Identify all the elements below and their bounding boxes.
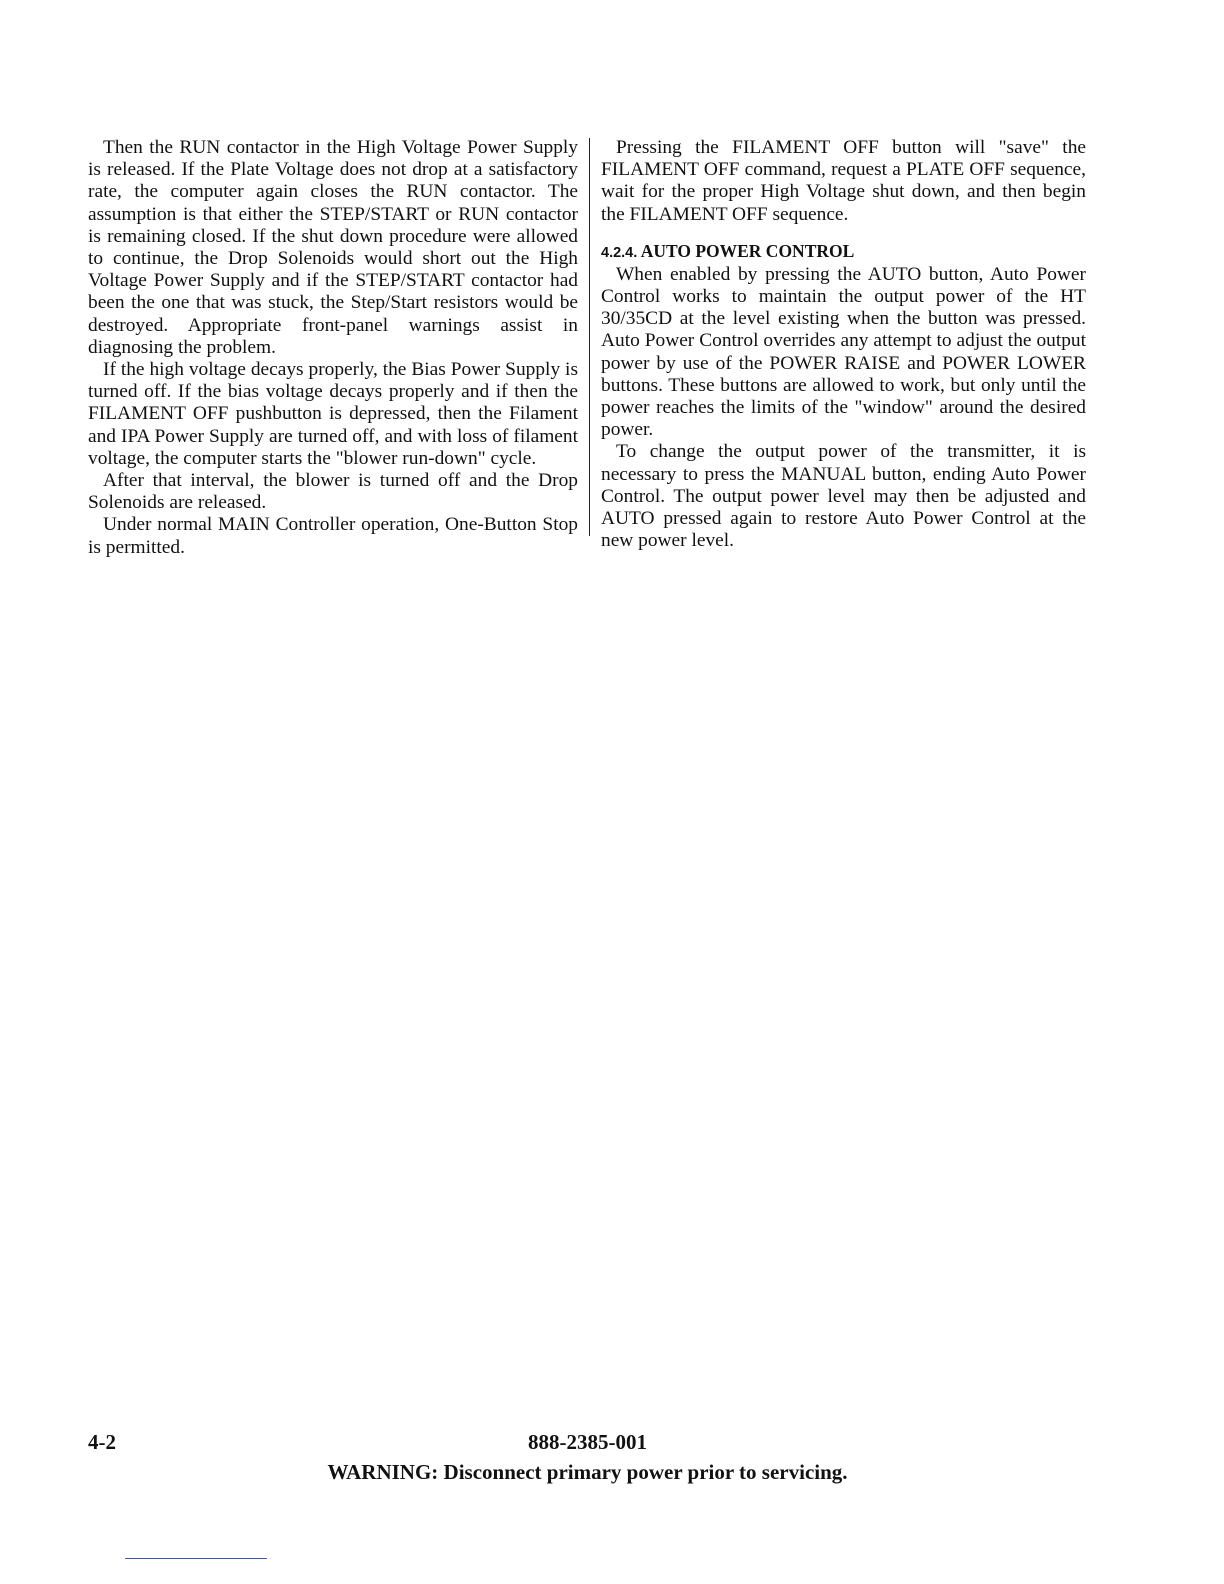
body-paragraph: Then the RUN contactor in the High Voltage Power Supply is released. If the Plate Voltage does not drop at a satisfactory rate, the computer again closes the RUN contactor. The assumption is that either the STEP/START or RUN contactor is remaining closed. If the shut down procedure were allowed to continue, the Drop Solenoids would short out the High Voltage Power Supply and if the STEP/START contactor had been the one that was stuck, the Step/Start resistors would be destroyed. Appropriate front-panel warnings assist in diagnosing the problem. bbox=[88, 137, 578, 358]
page-number: 4-2 bbox=[88, 1430, 116, 1454]
bottom-rule bbox=[125, 1558, 267, 1559]
body-paragraph: When enabled by pressing the AUTO button, Auto Power Control works to maintain the output power of the HT 30/35CD at the level existing when the button was pressed. Auto Power Control overrides any attempt to adjust the output power by use of the POWER RAISE and POWER LOWER buttons. These buttons are allowed to work, but only until the power reaches the limits of the "window" around the desired power. bbox=[601, 263, 1086, 441]
document-number: 888-2385-001 bbox=[528, 1430, 647, 1454]
left-column bbox=[88, 137, 578, 559]
body-paragraph: Pressing the FILAMENT OFF button will "save" the FILAMENT OFF command, request a PLATE OFF sequence, wait for the proper High Voltage shut down, and then begin the FILAMENT OFF sequence. bbox=[601, 137, 1086, 225]
safety-warning: WARNING: Disconnect primary power prior to servicing. bbox=[327, 1460, 848, 1484]
body-paragraph: Under normal MAIN Controller operation, One-Button Stop is permitted. bbox=[88, 514, 578, 558]
body-paragraph: To change the output power of the transmitter, it is necessary to press the MANUAL button, ending Auto Power Control. The output power level may then be adjusted and AUTO pressed again to restore Auto Power Control at the new power level. bbox=[601, 441, 1086, 552]
right-column bbox=[601, 137, 1086, 552]
section-heading bbox=[601, 240, 1086, 264]
section-number: 4.2.4. bbox=[601, 244, 638, 261]
body-paragraph: If the high voltage decays properly, the Bias Power Supply is turned off. If the bias voltage decays properly and if then the FILAMENT OFF pushbutton is depressed, then the Filament and IPA Power Supply are turned off, and with loss of filament voltage, the computer starts the "blower run-down" cycle. bbox=[88, 359, 578, 469]
body-paragraph: After that interval, the blower is turned off and the Drop Solenoids are released. bbox=[88, 470, 578, 514]
section-title: AUTO POWER CONTROL bbox=[640, 240, 855, 261]
column-divider bbox=[589, 138, 590, 536]
